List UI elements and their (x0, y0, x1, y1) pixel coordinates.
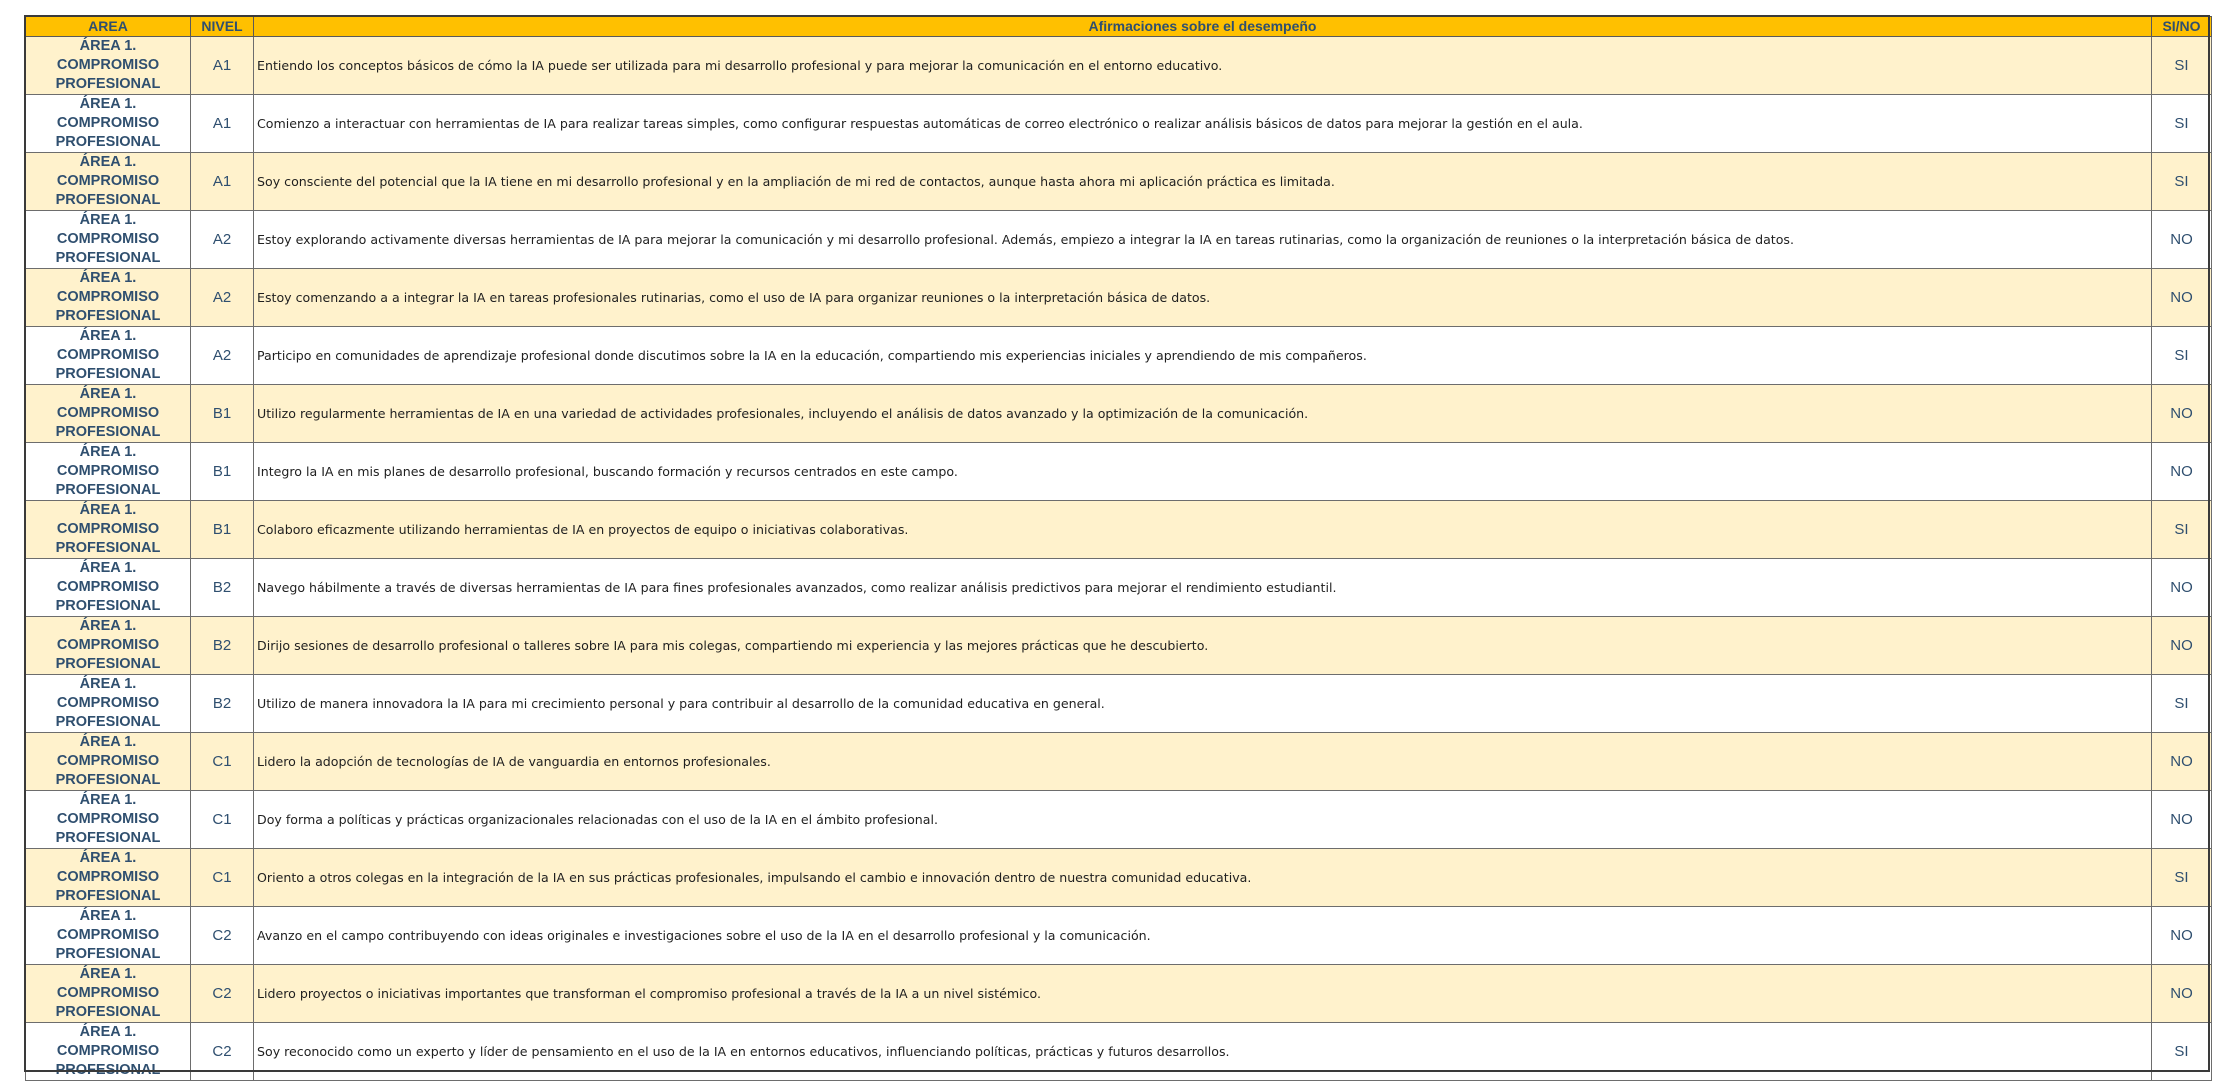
answer-cell[interactable]: NO (2152, 791, 2212, 849)
table-row (26, 37, 2212, 95)
area-cell[interactable]: ÁREA 1. COMPROMISO PROFESIONAL (26, 675, 191, 733)
answer-cell[interactable]: SI (2152, 501, 2212, 559)
header-sino[interactable]: SI/NO (2152, 17, 2212, 37)
statement-cell[interactable]: Dirijo sesiones de desarrollo profesional o talleres sobre IA para mis colegas, compartiendo mi experiencia y las mejores prácticas que he descubierto. (254, 617, 2152, 675)
nivel-cell[interactable]: C2 (191, 1023, 254, 1081)
area-cell[interactable]: ÁREA 1. COMPROMISO PROFESIONAL (26, 211, 191, 269)
nivel-cell[interactable]: C1 (191, 849, 254, 907)
statement-cell[interactable]: Estoy comenzando a a integrar la IA en tareas profesionales rutinarias, como el uso de IA para organizar reuniones o la interpretación básica de datos. (254, 269, 2152, 327)
answer-cell[interactable]: SI (2152, 849, 2212, 907)
area-cell[interactable]: ÁREA 1. COMPROMISO PROFESIONAL (26, 501, 191, 559)
statement-cell[interactable]: Estoy explorando activamente diversas herramientas de IA para mejorar la comunicación y mi desarrollo profesional. Además, empiezo a integrar la IA en tareas rutinarias, como la organización de reuniones o la interpretación básica de datos. (254, 211, 2152, 269)
answer-cell[interactable]: NO (2152, 559, 2212, 617)
table-row (26, 1023, 2212, 1081)
answer-cell[interactable]: SI (2152, 37, 2212, 95)
nivel-cell[interactable]: A2 (191, 269, 254, 327)
area-cell[interactable]: ÁREA 1. COMPROMISO PROFESIONAL (26, 849, 191, 907)
nivel-cell[interactable]: B1 (191, 443, 254, 501)
nivel-cell[interactable]: C1 (191, 791, 254, 849)
table-row (26, 675, 2212, 733)
statement-cell[interactable]: Participo en comunidades de aprendizaje profesional donde discutimos sobre la IA en la educación, compartiendo mis experiencias iniciales y aprendiendo de mis compañeros. (254, 327, 2152, 385)
statement-cell[interactable]: Utilizo de manera innovadora la IA para mi crecimiento personal y para contribuir al desarrollo de la comunidad educativa en general. (254, 675, 2152, 733)
statement-cell[interactable]: Entiendo los conceptos básicos de cómo la IA puede ser utilizada para mi desarrollo profesional y para mejorar la comunicación en el entorno educativo. (254, 37, 2152, 95)
table-row (26, 733, 2212, 791)
header-nivel[interactable]: NIVEL (191, 17, 254, 37)
performance-table (25, 16, 2212, 1081)
statement-cell[interactable]: Soy reconocido como un experto y líder de pensamiento en el uso de la IA en entornos educativos, influenciando políticas, prácticas y futuros desarrollos. (254, 1023, 2152, 1081)
nivel-cell[interactable]: C2 (191, 907, 254, 965)
table-row (26, 327, 2212, 385)
answer-cell[interactable]: SI (2152, 327, 2212, 385)
answer-cell[interactable]: SI (2152, 1023, 2212, 1081)
table-row (26, 791, 2212, 849)
area-cell[interactable]: ÁREA 1. COMPROMISO PROFESIONAL (26, 269, 191, 327)
statement-cell[interactable]: Navego hábilmente a través de diversas herramientas de IA para fines profesionales avanzados, como realizar análisis predictivos para mejorar el rendimiento estudiantil. (254, 559, 2152, 617)
answer-cell[interactable]: NO (2152, 965, 2212, 1023)
answer-cell[interactable]: NO (2152, 211, 2212, 269)
table-row (26, 95, 2212, 153)
statement-cell[interactable]: Colaboro eficazmente utilizando herramientas de IA en proyectos de equipo o iniciativas colaborativas. (254, 501, 2152, 559)
statement-cell[interactable]: Lidero la adopción de tecnologías de IA de vanguardia en entornos profesionales. (254, 733, 2152, 791)
area-cell[interactable]: ÁREA 1. COMPROMISO PROFESIONAL (26, 443, 191, 501)
table-row (26, 965, 2212, 1023)
nivel-cell[interactable]: C1 (191, 733, 254, 791)
nivel-cell[interactable]: A2 (191, 211, 254, 269)
table-row (26, 211, 2212, 269)
header-area[interactable]: AREA (26, 17, 191, 37)
table-row (26, 443, 2212, 501)
answer-cell[interactable]: NO (2152, 385, 2212, 443)
header-row (26, 17, 2212, 37)
answer-cell[interactable]: NO (2152, 269, 2212, 327)
answer-cell[interactable]: NO (2152, 733, 2212, 791)
area-cell[interactable]: ÁREA 1. COMPROMISO PROFESIONAL (26, 95, 191, 153)
answer-cell[interactable]: SI (2152, 95, 2212, 153)
answer-cell[interactable]: NO (2152, 443, 2212, 501)
statement-cell[interactable]: Oriento a otros colegas en la integración de la IA en sus prácticas profesionales, impulsando el cambio e innovación dentro de nuestra comunidad educativa. (254, 849, 2152, 907)
table-row (26, 559, 2212, 617)
nivel-cell[interactable]: B2 (191, 675, 254, 733)
nivel-cell[interactable]: B2 (191, 617, 254, 675)
area-cell[interactable]: ÁREA 1. COMPROMISO PROFESIONAL (26, 37, 191, 95)
nivel-cell[interactable]: A1 (191, 153, 254, 211)
area-cell[interactable]: ÁREA 1. COMPROMISO PROFESIONAL (26, 559, 191, 617)
nivel-cell[interactable]: B1 (191, 501, 254, 559)
statement-cell[interactable]: Comienzo a interactuar con herramientas de IA para realizar tareas simples, como configurar respuestas automáticas de correo electrónico o realizar análisis básicos de datos para mejorar la gestión en el aula. (254, 95, 2152, 153)
table-row (26, 907, 2212, 965)
nivel-cell[interactable]: A1 (191, 37, 254, 95)
area-cell[interactable]: ÁREA 1. COMPROMISO PROFESIONAL (26, 1023, 191, 1081)
statement-cell[interactable]: Avanzo en el campo contribuyendo con ideas originales e investigaciones sobre el uso de la IA en el desarrollo profesional y la comunicación. (254, 907, 2152, 965)
statement-cell[interactable]: Soy consciente del potencial que la IA tiene en mi desarrollo profesional y en la ampliación de mi red de contactos, aunque hasta ahora mi aplicación práctica es limitada. (254, 153, 2152, 211)
area-cell[interactable]: ÁREA 1. COMPROMISO PROFESIONAL (26, 965, 191, 1023)
nivel-cell[interactable]: B2 (191, 559, 254, 617)
area-cell[interactable]: ÁREA 1. COMPROMISO PROFESIONAL (26, 617, 191, 675)
answer-cell[interactable]: NO (2152, 617, 2212, 675)
nivel-cell[interactable]: A1 (191, 95, 254, 153)
nivel-cell[interactable]: C2 (191, 965, 254, 1023)
statement-cell[interactable]: Integro la IA en mis planes de desarrollo profesional, buscando formación y recursos centrados en este campo. (254, 443, 2152, 501)
area-cell[interactable]: ÁREA 1. COMPROMISO PROFESIONAL (26, 791, 191, 849)
table-row (26, 269, 2212, 327)
area-cell[interactable]: ÁREA 1. COMPROMISO PROFESIONAL (26, 733, 191, 791)
area-cell[interactable]: ÁREA 1. COMPROMISO PROFESIONAL (26, 907, 191, 965)
answer-cell[interactable]: NO (2152, 907, 2212, 965)
table-row (26, 385, 2212, 443)
statement-cell[interactable]: Doy forma a políticas y prácticas organizacionales relacionadas con el uso de la IA en el ámbito profesional. (254, 791, 2152, 849)
table-row (26, 153, 2212, 211)
statement-cell[interactable]: Lidero proyectos o iniciativas importantes que transforman el compromiso profesional a través de la IA a un nivel sistémico. (254, 965, 2152, 1023)
answer-cell[interactable]: SI (2152, 675, 2212, 733)
nivel-cell[interactable]: A2 (191, 327, 254, 385)
area-cell[interactable]: ÁREA 1. COMPROMISO PROFESIONAL (26, 153, 191, 211)
table-row (26, 501, 2212, 559)
answer-cell[interactable]: SI (2152, 153, 2212, 211)
table-row (26, 617, 2212, 675)
table-row (26, 849, 2212, 907)
area-cell[interactable]: ÁREA 1. COMPROMISO PROFESIONAL (26, 327, 191, 385)
nivel-cell[interactable]: B1 (191, 385, 254, 443)
area-cell[interactable]: ÁREA 1. COMPROMISO PROFESIONAL (26, 385, 191, 443)
statement-cell[interactable]: Utilizo regularmente herramientas de IA en una variedad de actividades profesionales, incluyendo el análisis de datos avanzado y la optimización de la comunicación. (254, 385, 2152, 443)
header-statement[interactable]: Afirmaciones sobre el desempeño (254, 17, 2152, 37)
